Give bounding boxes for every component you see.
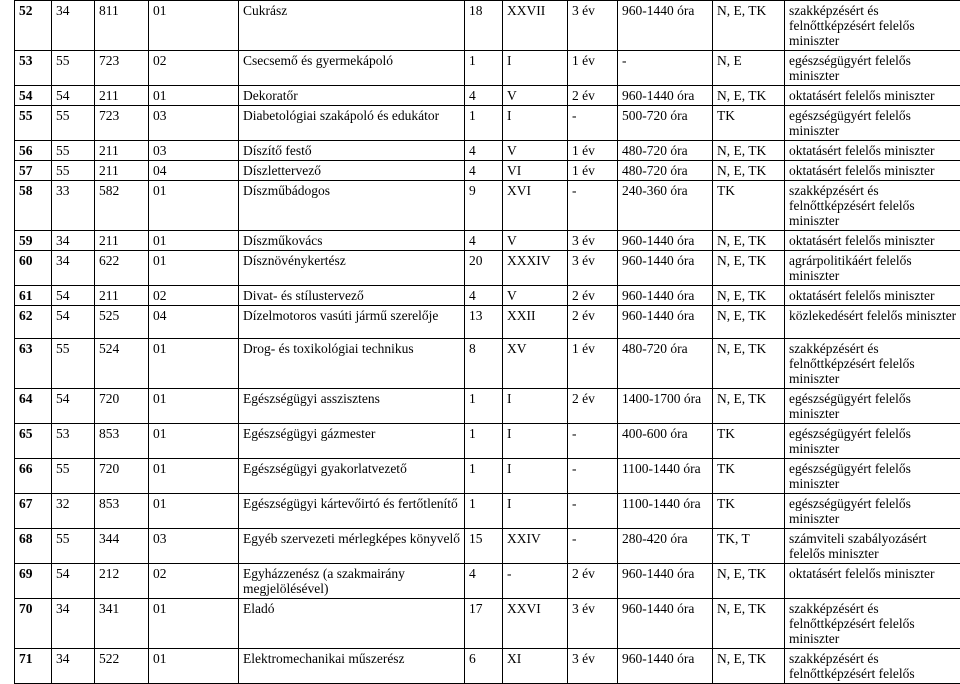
cell-b: 853 [95,424,149,459]
cell-a: 33 [52,181,95,231]
cell-a: 54 [52,389,95,424]
cell-level: XXVII [503,1,568,51]
cell-forms: N, E, TK [713,599,785,649]
cell-level: V [503,286,568,306]
cell-hours_count: 1 [465,424,503,459]
cell-forms: N, E, TK [713,339,785,389]
cell-c: 01 [149,1,239,51]
cell-name: Egyéb szervezeti mérlegképes könyvelő [239,529,465,564]
cell-hours: 960-1440 óra [618,231,713,251]
cell-c: 01 [149,649,239,684]
cell-hours_count: 13 [465,306,503,339]
cell-duration: - [568,181,618,231]
cell-c: 03 [149,141,239,161]
cell-hours: 960-1440 óra [618,286,713,306]
cell-forms: N, E, TK [713,564,785,599]
cell-hours_count: 17 [465,599,503,649]
cell-forms: N, E, TK [713,286,785,306]
cell-forms: TK [713,459,785,494]
cell-duration: 2 év [568,286,618,306]
cell-b: 211 [95,86,149,106]
cell-name: Csecsemő és gyermekápoló [239,51,465,86]
cell-level: I [503,51,568,86]
cell-ministry: szakképzésért és felnőttképzésért felelős miniszter [785,599,960,649]
table-body [15,1,960,684]
cell-c: 01 [149,389,239,424]
cell-hours: 480-720 óra [618,161,713,181]
cell-forms: N, E, TK [713,86,785,106]
table-row [15,424,960,459]
cell-duration: - [568,494,618,529]
cell-ministry: szakképzésért és felnőttképzésért felelős miniszter [785,1,960,51]
cell-name: Egészségügyi gyakorlatvezető [239,459,465,494]
cell-duration: - [568,424,618,459]
table-row [15,339,960,389]
table-row [15,564,960,599]
cell-level: I [503,389,568,424]
cell-b: 582 [95,181,149,231]
cell-hours: 1400-1700 óra [618,389,713,424]
cell-name: Díszműkovács [239,231,465,251]
cell-ministry: oktatásért felelős miniszter [785,141,960,161]
cell-hours: 960-1440 óra [618,564,713,599]
table-row [15,181,960,231]
table-row [15,529,960,564]
cell-level: I [503,494,568,529]
cell-b: 720 [95,459,149,494]
cell-a: 34 [52,599,95,649]
cell-b: 522 [95,649,149,684]
cell-hours: 480-720 óra [618,339,713,389]
table-row [15,599,960,649]
cell-hours_count: 1 [465,389,503,424]
cell-a: 34 [52,1,95,51]
cell-no: 67 [15,494,52,529]
cell-duration: 2 év [568,389,618,424]
cell-forms: N, E, TK [713,251,785,286]
cell-c: 02 [149,564,239,599]
cell-hours_count: 4 [465,141,503,161]
cell-b: 344 [95,529,149,564]
cell-c: 04 [149,161,239,181]
cell-level: - [503,564,568,599]
table-row [15,286,960,306]
cell-duration: 2 év [568,564,618,599]
cell-forms: TK [713,494,785,529]
cell-forms: N, E, TK [713,1,785,51]
cell-c: 03 [149,106,239,141]
cell-c: 01 [149,86,239,106]
cell-a: 53 [52,424,95,459]
cell-forms: N, E, TK [713,231,785,251]
cell-hours: - [618,51,713,86]
cell-a: 34 [52,231,95,251]
cell-forms: TK [713,424,785,459]
cell-duration: 3 év [568,649,618,684]
cell-level: V [503,86,568,106]
cell-ministry: számviteli szabályozásért felelős miniszter [785,529,960,564]
table-row [15,251,960,286]
cell-name: Dekoratőr [239,86,465,106]
cell-name: Egészségügyi gázmester [239,424,465,459]
cell-name: Divat- és stílustervező [239,286,465,306]
table-row [15,459,960,494]
cell-c: 04 [149,306,239,339]
cell-no: 52 [15,1,52,51]
cell-b: 525 [95,306,149,339]
cell-hours_count: 4 [465,564,503,599]
cell-level: XI [503,649,568,684]
cell-duration: 3 év [568,231,618,251]
cell-b: 853 [95,494,149,529]
cell-level: I [503,459,568,494]
cell-duration: 3 év [568,251,618,286]
cell-hours_count: 15 [465,529,503,564]
cell-level: XXIV [503,529,568,564]
cell-duration: 3 év [568,599,618,649]
cell-no: 56 [15,141,52,161]
cell-b: 211 [95,141,149,161]
cell-ministry: egészségügyért felelős miniszter [785,424,960,459]
cell-hours: 1100-1440 óra [618,494,713,529]
cell-forms: N, E, TK [713,161,785,181]
cell-hours_count: 9 [465,181,503,231]
cell-name: Cukrász [239,1,465,51]
table-row [15,106,960,141]
cell-hours: 400-600 óra [618,424,713,459]
cell-a: 55 [52,51,95,86]
cell-hours: 500-720 óra [618,106,713,141]
cell-level: I [503,424,568,459]
cell-name: Eladó [239,599,465,649]
cell-a: 55 [52,106,95,141]
cell-hours_count: 6 [465,649,503,684]
cell-name: Díszműbádogos [239,181,465,231]
cell-duration: 1 év [568,51,618,86]
cell-c: 01 [149,459,239,494]
cell-no: 54 [15,86,52,106]
cell-duration: - [568,529,618,564]
cell-duration: 1 év [568,339,618,389]
cell-name: Egészségügyi kártevőirtó és fertőtlenítő [239,494,465,529]
cell-hours_count: 18 [465,1,503,51]
cell-a: 55 [52,339,95,389]
cell-forms: TK, T [713,529,785,564]
cell-level: XV [503,339,568,389]
cell-no: 55 [15,106,52,141]
cell-no: 71 [15,649,52,684]
cell-forms: N, E, TK [713,389,785,424]
cell-no: 59 [15,231,52,251]
cell-c: 01 [149,251,239,286]
table-row [15,51,960,86]
cell-c: 01 [149,599,239,649]
cell-no: 63 [15,339,52,389]
cell-c: 01 [149,339,239,389]
cell-name: Egyházzenész (a szakmairány megjelölésével) [239,564,465,599]
cell-no: 68 [15,529,52,564]
cell-ministry: egészségügyért felelős miniszter [785,51,960,86]
cell-duration: 1 év [568,141,618,161]
cell-ministry: oktatásért felelős miniszter [785,161,960,181]
cell-b: 211 [95,161,149,181]
cell-duration: 2 év [568,306,618,339]
cell-forms: N, E, TK [713,649,785,684]
cell-ministry: oktatásért felelős miniszter [785,231,960,251]
cell-a: 55 [52,459,95,494]
cell-b: 811 [95,1,149,51]
cell-c: 02 [149,51,239,86]
cell-name: Drog- és toxikológiai technikus [239,339,465,389]
cell-name: Díszlettervező [239,161,465,181]
cell-c: 01 [149,424,239,459]
cell-a: 55 [52,529,95,564]
cell-hours: 960-1440 óra [618,306,713,339]
cell-no: 70 [15,599,52,649]
cell-forms: TK [713,106,785,141]
cell-c: 03 [149,529,239,564]
cell-ministry: közlekedésért felelős miniszter [785,306,960,339]
cell-b: 720 [95,389,149,424]
cell-b: 211 [95,231,149,251]
cell-hours_count: 1 [465,51,503,86]
table-row [15,141,960,161]
cell-level: XVI [503,181,568,231]
cell-ministry: egészségügyért felelős miniszter [785,459,960,494]
qualifications-table [14,0,960,684]
cell-c: 01 [149,181,239,231]
cell-hours: 480-720 óra [618,141,713,161]
cell-hours_count: 1 [465,459,503,494]
cell-b: 341 [95,599,149,649]
cell-ministry: szakképzésért és felnőttképzésért felelős miniszter [785,181,960,231]
table-row [15,1,960,51]
cell-a: 54 [52,286,95,306]
table-row [15,494,960,529]
cell-a: 55 [52,161,95,181]
cell-a: 32 [52,494,95,529]
table-row [15,389,960,424]
cell-duration: 3 év [568,1,618,51]
cell-a: 54 [52,86,95,106]
cell-hours_count: 4 [465,231,503,251]
cell-c: 01 [149,494,239,529]
cell-a: 55 [52,141,95,161]
cell-name: Diabetológiai szakápoló és edukátor [239,106,465,141]
table-row [15,306,960,339]
cell-name: Elektromechanikai műszerész [239,649,465,684]
cell-level: I [503,106,568,141]
cell-level: VI [503,161,568,181]
cell-ministry: egészségügyért felelős miniszter [785,106,960,141]
cell-forms: N, E, TK [713,141,785,161]
cell-a: 34 [52,649,95,684]
cell-hours: 960-1440 óra [618,599,713,649]
cell-hours: 960-1440 óra [618,86,713,106]
cell-hours_count: 1 [465,494,503,529]
cell-no: 58 [15,181,52,231]
cell-name: Díszítő festő [239,141,465,161]
cell-b: 723 [95,106,149,141]
cell-hours_count: 4 [465,161,503,181]
cell-no: 62 [15,306,52,339]
cell-hours_count: 8 [465,339,503,389]
cell-b: 723 [95,51,149,86]
cell-hours: 960-1440 óra [618,649,713,684]
cell-forms: TK [713,181,785,231]
cell-ministry: agrárpolitikáért felelős miniszter [785,251,960,286]
cell-hours: 960-1440 óra [618,251,713,286]
cell-duration: 2 év [568,86,618,106]
cell-b: 211 [95,286,149,306]
cell-ministry: oktatásért felelős miniszter [785,86,960,106]
cell-level: XXVI [503,599,568,649]
cell-level: V [503,231,568,251]
cell-level: XXXIV [503,251,568,286]
cell-ministry: egészségügyért felelős miniszter [785,389,960,424]
cell-b: 212 [95,564,149,599]
cell-b: 622 [95,251,149,286]
cell-name: Egészségügyi asszisztens [239,389,465,424]
cell-c: 02 [149,286,239,306]
cell-hours: 1100-1440 óra [618,459,713,494]
cell-duration: 1 év [568,161,618,181]
table-row [15,161,960,181]
cell-name: Dísznövénykertész [239,251,465,286]
cell-level: XXII [503,306,568,339]
cell-duration: - [568,459,618,494]
cell-hours_count: 20 [465,251,503,286]
cell-duration: - [568,106,618,141]
cell-no: 61 [15,286,52,306]
cell-forms: N, E, TK [713,306,785,339]
table-row [15,86,960,106]
cell-b: 524 [95,339,149,389]
cell-no: 60 [15,251,52,286]
cell-no: 53 [15,51,52,86]
cell-ministry: szakképzésért és felnőttképzésért felelős miniszter [785,339,960,389]
cell-no: 66 [15,459,52,494]
cell-hours_count: 4 [465,286,503,306]
cell-ministry: szakképzésért és felnőttképzésért felelős [785,649,960,684]
cell-no: 57 [15,161,52,181]
table-row [15,231,960,251]
cell-hours_count: 1 [465,106,503,141]
table-row [15,649,960,684]
cell-hours: 280-420 óra [618,529,713,564]
cell-hours: 960-1440 óra [618,1,713,51]
cell-a: 54 [52,564,95,599]
cell-no: 64 [15,389,52,424]
cell-ministry: oktatásért felelős miniszter [785,564,960,599]
cell-forms: N, E [713,51,785,86]
cell-no: 69 [15,564,52,599]
cell-a: 54 [52,306,95,339]
cell-hours: 240-360 óra [618,181,713,231]
cell-a: 34 [52,251,95,286]
cell-c: 01 [149,231,239,251]
cell-no: 65 [15,424,52,459]
cell-ministry: oktatásért felelős miniszter [785,286,960,306]
cell-ministry: egészségügyért felelős miniszter [785,494,960,529]
cell-name: Dízelmotoros vasúti jármű szerelője [239,306,465,339]
cell-hours_count: 4 [465,86,503,106]
cell-level: V [503,141,568,161]
